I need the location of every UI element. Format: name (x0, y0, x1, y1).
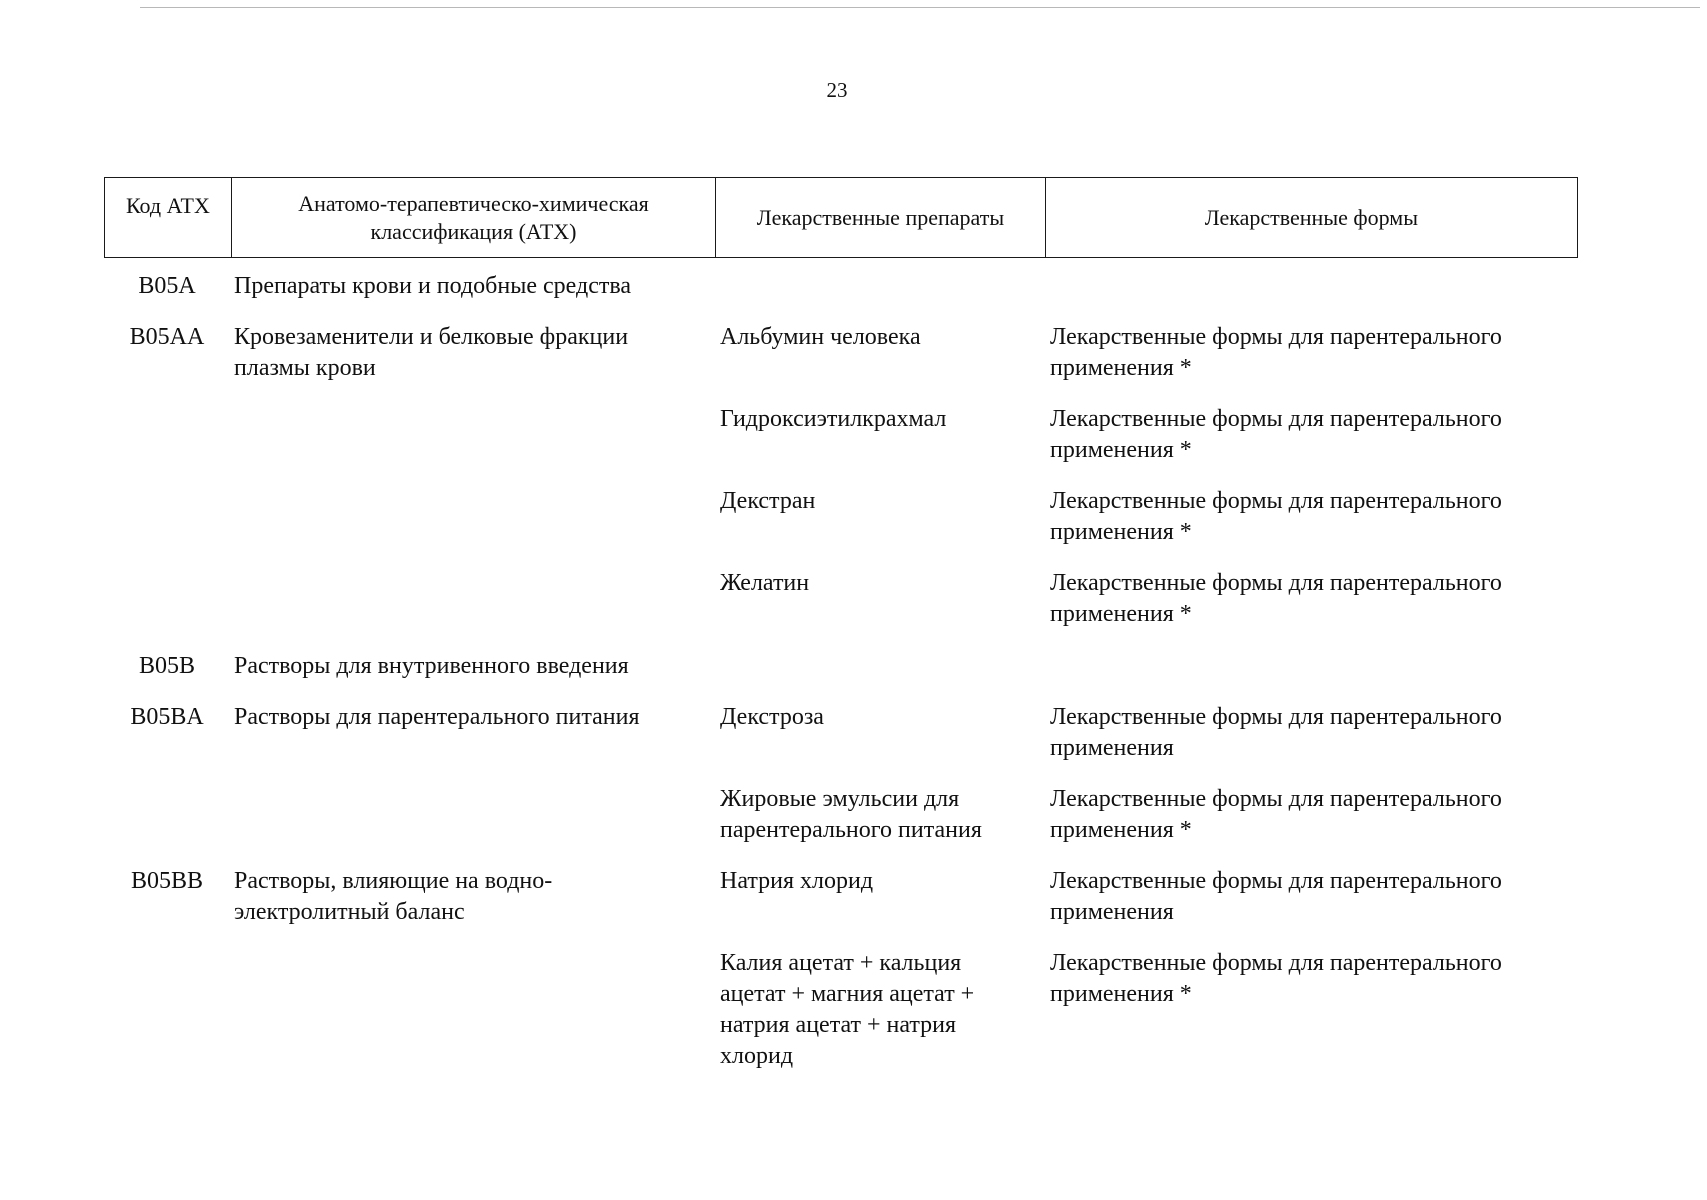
cell-code (104, 702, 230, 733)
cell-atx-text: Растворы для внутривенного введения (234, 653, 629, 679)
cell-form (1045, 866, 1578, 928)
cell-form-text: применения * (1050, 355, 1192, 381)
cell-form-text: применения * (1050, 437, 1192, 463)
cell-drug-text: натрия ацетат + натрия (720, 1012, 957, 1038)
cell-form-text: Лекарственные формы для парентерального (1050, 704, 1502, 730)
header-code: Код АТХ (125, 193, 210, 218)
cell-code (104, 651, 230, 682)
cell-drug-text: Натрия хлорид (720, 868, 874, 894)
table-header (104, 177, 1578, 258)
cell-drug-text: хлорид (720, 1043, 794, 1069)
cell-atx-text: Растворы для парентерального питания (234, 704, 640, 730)
scan-edge-line (140, 7, 1700, 8)
cell-form (1045, 784, 1578, 846)
header-atx-line2: классификация (АТХ) (370, 218, 577, 244)
cell-drug (715, 784, 1045, 846)
cell-form-text: применения * (1050, 817, 1192, 843)
cell-drug-text: Жировые эмульсии для (720, 786, 960, 812)
header-atx-line1: Анатомо-терапевтическо-химическая (298, 190, 649, 216)
cell-atx (230, 702, 710, 733)
cell-drug (715, 568, 1045, 599)
cell-form (1045, 404, 1578, 466)
cell-form-text: применения (1050, 899, 1174, 925)
page-number: 23 (826, 78, 848, 102)
cell-atx-text: плазмы крови (234, 355, 376, 381)
cell-form-text: Лекарственные формы для парентерального (1050, 570, 1502, 596)
cell-atx (230, 271, 710, 302)
cell-form (1045, 486, 1578, 548)
cell-form-text: применения * (1050, 519, 1192, 545)
cell-drug (715, 486, 1045, 517)
cell-code (104, 866, 230, 897)
cell-drug-text: Декстран (720, 488, 816, 514)
cell-drug-text: Гидроксиэтилкрахмал (720, 406, 947, 432)
cell-drug (715, 702, 1045, 733)
cell-drug (715, 322, 1045, 353)
cell-code-text: B05BA (130, 704, 204, 730)
cell-drug (715, 948, 1045, 1072)
cell-form-text: применения * (1050, 981, 1192, 1007)
cell-drug-text: Желатин (720, 570, 810, 596)
cell-code (104, 271, 230, 302)
cell-drug-text: Декстроза (720, 704, 824, 730)
cell-form-text: Лекарственные формы для парентерального (1050, 406, 1502, 432)
cell-drug-text: парентерального питания (720, 817, 982, 843)
cell-atx (230, 322, 710, 384)
cell-drug (715, 404, 1045, 435)
cell-form-text: Лекарственные формы для парентерального (1050, 868, 1502, 894)
cell-drug-text: Калия ацетат + кальция (720, 950, 962, 976)
cell-form (1045, 948, 1578, 1010)
cell-code-text: B05BB (130, 868, 204, 894)
cell-form-text: применения (1050, 735, 1174, 761)
cell-code (104, 322, 230, 353)
cell-form-text: Лекарственные формы для парентерального (1050, 488, 1502, 514)
cell-code-text: B05B (138, 653, 195, 679)
cell-form-text: Лекарственные формы для парентерального (1050, 950, 1502, 976)
cell-code-text: B05A (138, 273, 196, 299)
cell-drug-text: ацетат + магния ацетат + (720, 981, 975, 1007)
cell-atx-text: электролитный баланс (234, 899, 465, 925)
cell-atx-text: Кровезаменители и белковые фракции (234, 324, 629, 350)
cell-code-text: B05AA (129, 324, 205, 350)
cell-atx-text: Растворы, влияющие на водно- (234, 868, 553, 894)
cell-form (1045, 568, 1578, 630)
header-forms: Лекарственные формы (1045, 178, 1577, 257)
cell-form (1045, 702, 1578, 764)
cell-form-text: Лекарственные формы для парентерального (1050, 324, 1502, 350)
cell-atx (230, 866, 710, 928)
cell-form-text: применения * (1050, 601, 1192, 627)
header-atx (231, 178, 715, 257)
cell-atx-text: Препараты крови и подобные средства (234, 273, 632, 299)
cell-atx (230, 651, 710, 682)
cell-form (1045, 322, 1578, 384)
cell-drug-text: Альбумин человека (720, 324, 921, 350)
header-drugs: Лекарственные препараты (715, 178, 1045, 257)
cell-drug (715, 866, 1045, 897)
cell-form-text: Лекарственные формы для парентерального (1050, 786, 1502, 812)
